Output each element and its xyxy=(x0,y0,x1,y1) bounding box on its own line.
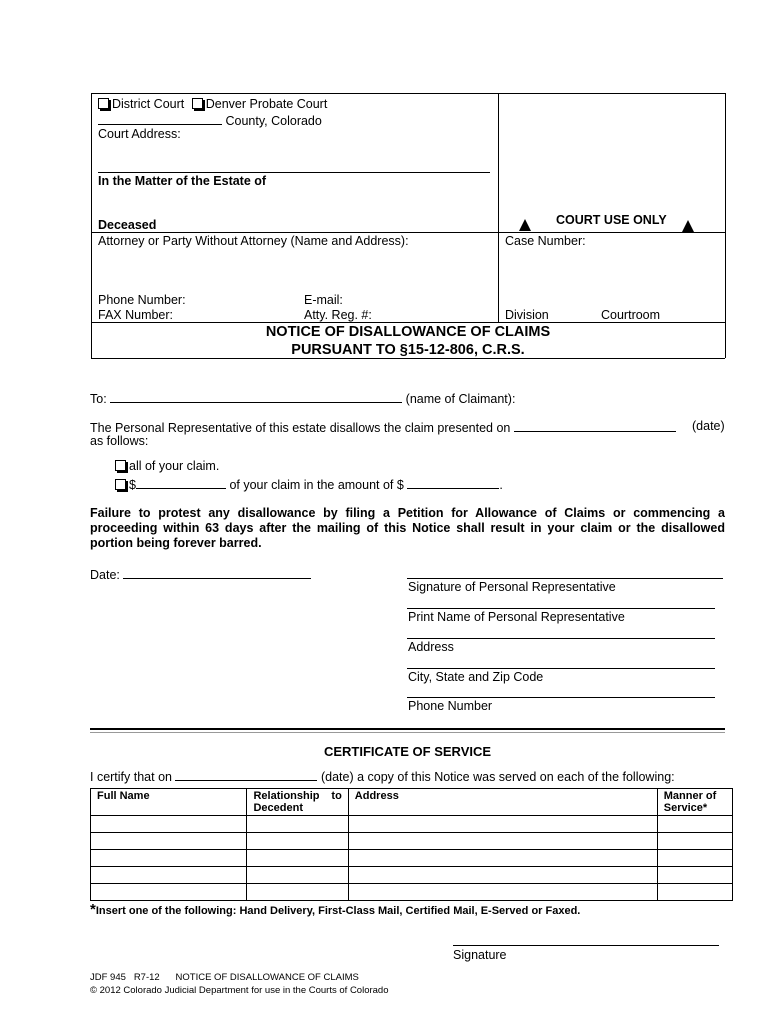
pr-signature-line[interactable] xyxy=(407,578,723,579)
form-title-line2: PURSUANT TO §15-12-806, C.R.S. xyxy=(291,342,525,358)
service-table xyxy=(90,788,733,901)
cell-name[interactable] xyxy=(91,833,247,850)
col-relationship: Relationship to Decedent xyxy=(247,789,348,816)
certificate-signature-line[interactable] xyxy=(453,945,719,946)
caption-top-border xyxy=(91,93,725,94)
pr-signature-label: Signature of Personal Representative xyxy=(408,580,616,594)
caption-left-border xyxy=(91,93,92,358)
county-label: County, Colorado xyxy=(225,114,322,128)
claimant-name-field[interactable] xyxy=(110,390,402,403)
service-date-field[interactable] xyxy=(175,768,317,781)
section-separator xyxy=(90,728,725,730)
address-line[interactable] xyxy=(407,638,715,639)
footer-line1: JDF 945 R7-12 NOTICE OF DISALLOWANCE OF CLAIMS xyxy=(90,972,359,983)
phone-label: Phone Number: xyxy=(98,293,186,307)
estate-label: In the Matter of the Estate of xyxy=(98,174,267,188)
col-manner: Manner of Service* xyxy=(657,789,732,816)
option-partial-end: . xyxy=(499,478,503,492)
attorney-label: Attorney or Party Without Attorney (Name and Address): xyxy=(98,234,409,248)
table-row xyxy=(91,884,733,901)
disallow-row xyxy=(90,419,730,435)
caption-mid-border xyxy=(91,232,725,233)
to-label: To: xyxy=(90,392,107,406)
probate-court-label: Denver Probate Court xyxy=(205,97,328,111)
up-arrow-icon xyxy=(682,220,694,232)
to-row xyxy=(90,390,515,406)
cell-manner[interactable] xyxy=(657,850,732,867)
certificate-heading: CERTIFICATE OF SERVICE xyxy=(323,744,492,759)
court-use-only-label: COURT USE ONLY xyxy=(556,213,667,227)
city-state-zip-line[interactable] xyxy=(407,668,715,669)
courtroom-label: Courtroom xyxy=(601,308,661,322)
date-row xyxy=(90,566,311,582)
cell-address[interactable] xyxy=(348,884,657,901)
partial-amount-field[interactable] xyxy=(136,476,226,489)
option-partial-row xyxy=(115,476,503,492)
cell-address[interactable] xyxy=(348,867,657,884)
case-number-label: Case Number: xyxy=(505,234,586,248)
cell-relationship[interactable] xyxy=(247,884,348,901)
col-full-name: Full Name xyxy=(91,789,247,816)
cell-manner[interactable] xyxy=(657,884,732,901)
print-name-label: Print Name of Personal Representative xyxy=(408,610,625,624)
table-row xyxy=(91,833,733,850)
footnote-star: * xyxy=(90,901,96,918)
service-table-header xyxy=(91,789,733,816)
cell-relationship[interactable] xyxy=(247,867,348,884)
cell-manner[interactable] xyxy=(657,833,732,850)
date-field[interactable] xyxy=(123,566,311,579)
county-field[interactable] xyxy=(98,112,222,125)
partial-claim-checkbox[interactable] xyxy=(115,479,126,490)
table-row xyxy=(91,816,733,833)
cell-name[interactable] xyxy=(91,816,247,833)
probate-court-checkbox[interactable] xyxy=(192,98,203,109)
phone-line[interactable] xyxy=(407,697,715,698)
certify-row xyxy=(90,768,675,784)
court-address-label: Court Address: xyxy=(98,127,181,141)
division-label: Division xyxy=(505,308,549,322)
city-state-zip-label: City, State and Zip Code xyxy=(408,670,544,684)
table-row xyxy=(91,867,733,884)
caption-title-border xyxy=(91,322,725,323)
cell-address[interactable] xyxy=(348,850,657,867)
cell-name[interactable] xyxy=(91,850,247,867)
deceased-label: Deceased xyxy=(98,218,157,232)
court-type-row xyxy=(98,97,327,111)
district-court-checkbox[interactable] xyxy=(98,98,109,109)
caption-divider xyxy=(498,93,499,322)
option-all-row xyxy=(115,459,219,473)
phone-number-label: Phone Number xyxy=(408,699,493,713)
dollar-sign-label: $ xyxy=(129,478,136,492)
warning-paragraph: Failure to protest any disallowance by filing a Petition for Allowance of Claims or commencing a proceeding within 63 days after the mailing of this Notice shall result in your claim or the disallowed portion being forever barred. xyxy=(90,506,725,550)
atty-reg-label: Atty. Reg. #: xyxy=(304,308,372,322)
date-label: (date) xyxy=(692,419,725,433)
address-label: Address xyxy=(408,640,454,654)
cell-relationship[interactable] xyxy=(247,833,348,850)
email-label: E-mail: xyxy=(304,293,343,307)
all-claim-checkbox[interactable] xyxy=(115,460,126,471)
caption-bottom-border xyxy=(91,358,725,359)
cell-address[interactable] xyxy=(348,816,657,833)
footer-line2: © 2012 Colorado Judicial Department for use in the Courts of Colorado xyxy=(90,985,389,996)
claim-amount-field[interactable] xyxy=(407,476,499,489)
cell-name[interactable] xyxy=(91,884,247,901)
fax-label: FAX Number: xyxy=(98,308,174,322)
cell-address[interactable] xyxy=(348,833,657,850)
option-all-label: all of your claim. xyxy=(129,459,220,473)
cell-name[interactable] xyxy=(91,867,247,884)
footnote-text: Insert one of the following: Hand Delivery, First-Class Mail, Certified Mail, E-Served or Faxed. xyxy=(95,905,581,917)
district-court-label: District Court xyxy=(112,97,185,111)
as-follows-label: as follows: xyxy=(90,434,149,448)
county-row xyxy=(98,112,322,128)
cell-manner[interactable] xyxy=(657,816,732,833)
certificate-signature-label: Signature xyxy=(453,948,507,962)
claimant-label: (name of Claimant): xyxy=(405,392,516,406)
presented-date-field[interactable] xyxy=(514,419,676,432)
certify-prefix: I certify that on xyxy=(90,770,172,784)
cell-manner[interactable] xyxy=(657,867,732,884)
option-partial-label: of your claim in the amount of $ xyxy=(229,478,404,492)
form-title-line1: NOTICE OF DISALLOWANCE OF CLAIMS xyxy=(265,324,551,340)
caption-right-border xyxy=(725,93,726,358)
cell-relationship[interactable] xyxy=(247,816,348,833)
disallow-text: The Personal Representative of this estate disallows the claim presented on xyxy=(90,421,511,435)
col-address: Address xyxy=(348,789,657,816)
cell-relationship[interactable] xyxy=(247,850,348,867)
court-address-field[interactable] xyxy=(98,172,490,173)
table-row xyxy=(91,850,733,867)
date-field-label: Date: xyxy=(90,568,120,582)
up-arrow-icon xyxy=(519,219,531,231)
section-separator-shadow xyxy=(90,732,725,733)
print-name-line[interactable] xyxy=(407,608,715,609)
footnote xyxy=(90,901,580,918)
certify-suffix: (date) a copy of this Notice was served on each of the following: xyxy=(320,770,675,784)
